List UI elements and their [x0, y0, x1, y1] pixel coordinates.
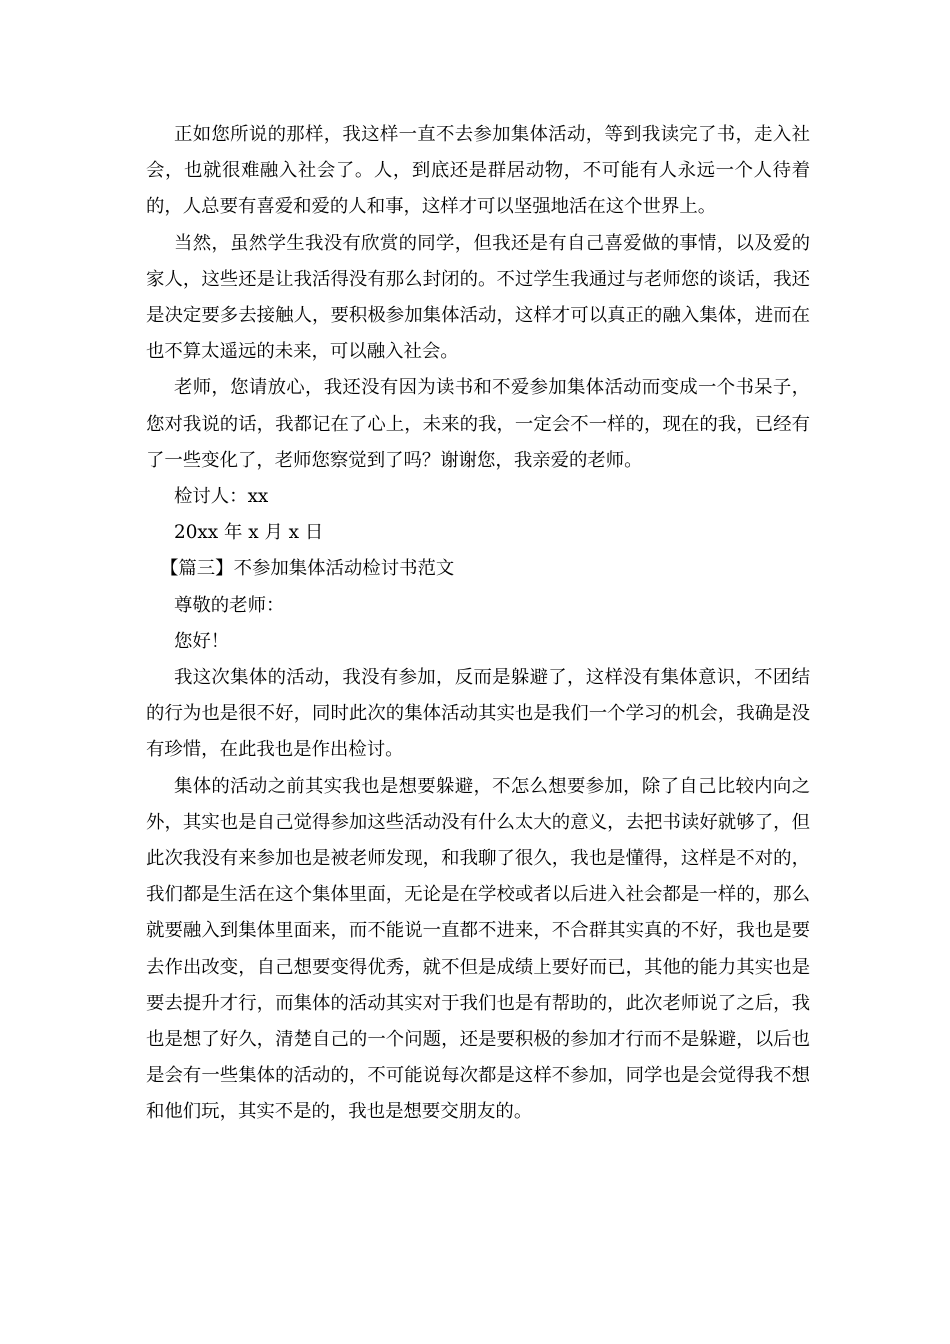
paragraph-2: 当然，虽然学生我没有欣赏的同学，但我还是有自己喜爱做的事情，以及爱的家人，这些还是让我活得没有那么封闭的。不过学生我通过与老师您的谈话，我还是决定要多去接触人，要积极参加集体活动，这样才可以真正的融入集体，进而在也不算太遥远的未来，可以融入社会。	[146, 232, 810, 363]
paragraph-1: 正如您所说的那样，我这样一直不去参加集体活动，等到我读完了书，走入社会，也就很难融入社会了。人，到底还是群居动物，不可能有人永远一个人待着的，人总要有喜爱和爱的人和事，这样才可以坚强地活在这个世界上。	[146, 124, 810, 218]
salutation: 尊敬的老师：	[174, 594, 285, 616]
signature-line: 检讨人：xx	[174, 486, 269, 508]
section-title: 【篇三】不参加集体活动检讨书范文	[160, 558, 455, 580]
body-paragraph-1: 我这次集体的活动，我没有参加，反而是躲避了，这样没有集体意识，不团结的行为也是很不好，同时此次的集体活动其实也是我们一个学习的机会，我确是没有珍惜，在此我也是作出检讨。	[146, 667, 810, 761]
paragraph-3: 老师，您请放心，我还没有因为读书和不爱参加集体活动而变成一个书呆子，您对我说的话，我都记在了心上，未来的我，一定会不一样的，现在的我，已经有了一些变化了，老师您察觉到了吗？谢谢您，我亲爱的老师。	[146, 377, 810, 471]
body-paragraph-2: 集体的活动之前其实我也是想要躲避，不怎么想要参加，除了自己比较内向之外，其实也是自己觉得参加这些活动没有什么太大的意义，去把书读好就够了，但此次我没有来参加也是被老师发现，和我聊了很久，我也是懂得，这样是不对的，我们都是生活在这个集体里面，无论是在学校或者以后进入社会都是一样的，那么就要融入到集体里面来，而不能说一直都不进来，不合群其实真的不好，我也是要去作出改变，自己想要变得优秀，就不但是成绩上要好而已，其他的能力其实也是要去提升才行，而集体的活动其实对于我们也是有帮助的，此次老师说了之后，我也是想了好久，清楚自己的一个问题，还是要积极的参加才行而不是躲避，以后也是会有一些集体的活动的，不可能说每次都是这样不参加，同学也是会觉得我不想和他们玩，其实不是的，我也是想要交朋友的。	[146, 775, 810, 1123]
greeting: 您好！	[174, 630, 230, 652]
document-page	[146, 117, 810, 1131]
date-line: 20xx 年 x 月 x 日	[174, 522, 324, 544]
